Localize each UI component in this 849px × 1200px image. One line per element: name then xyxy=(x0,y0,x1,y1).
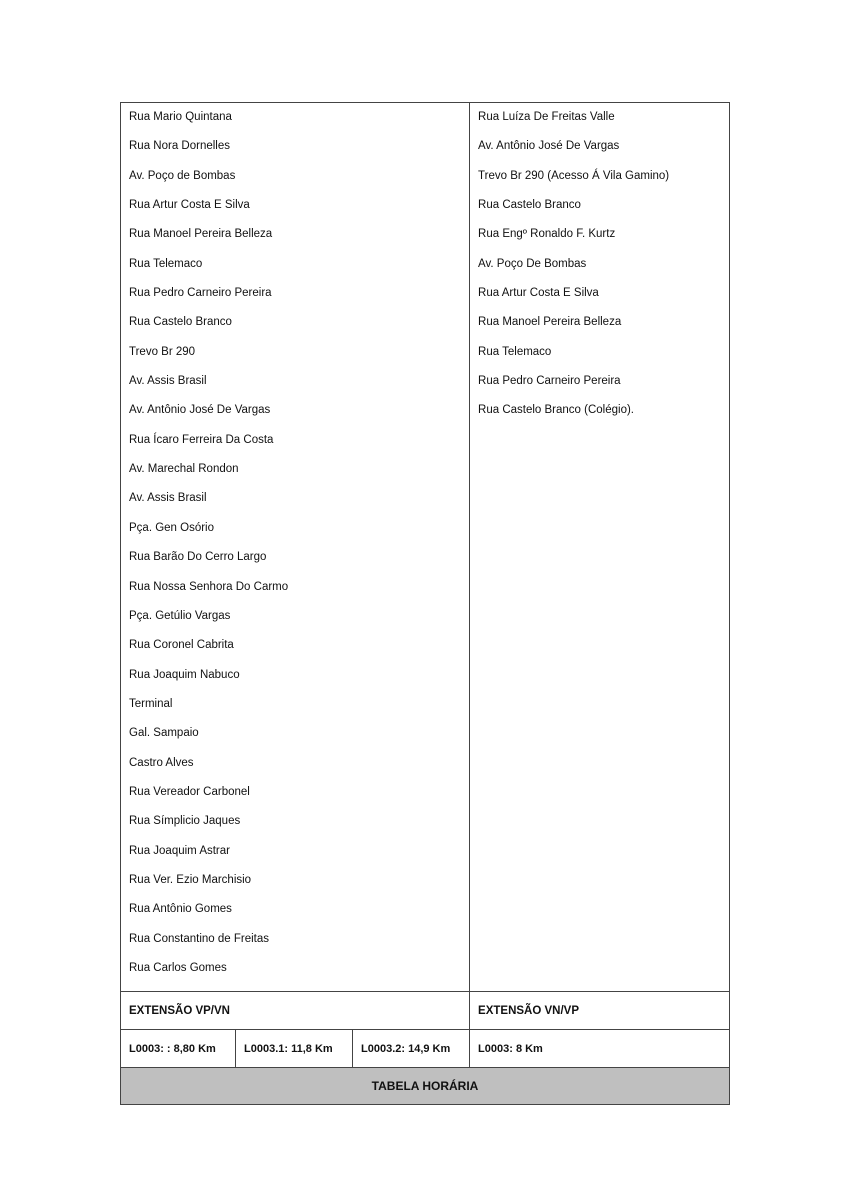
street-list-item: Trevo Br 290 xyxy=(129,345,196,358)
extension-value-l0003-1: L0003.1: 11,8 Km xyxy=(236,1030,353,1068)
extension-vp-vn-header: EXTENSÃO VP/VN xyxy=(121,992,470,1030)
street-list-item: Av. Poço de Bombas xyxy=(129,169,236,182)
street-list-item: Rua Coronel Cabrita xyxy=(129,639,234,652)
street-list-item: Rua Constantino de Freitas xyxy=(129,932,269,945)
street-list-item: Castro Alves xyxy=(129,756,194,769)
street-list-item: Rua Mario Quintana xyxy=(129,111,232,123)
extension-value-l0003: L0003: : 8,80 Km xyxy=(121,1030,236,1068)
tabela-horaria-title: TABELA HORÁRIA xyxy=(121,1068,730,1105)
street-list-item: Rua Telemaco xyxy=(129,257,203,270)
street-list-item: Av. Poço De Bombas xyxy=(478,257,587,270)
street-list-item: Gal. Sampaio xyxy=(129,727,199,740)
street-list-item: Rua Engº Ronaldo F. Kurtz xyxy=(478,228,616,241)
footer-row xyxy=(121,1068,730,1105)
street-list-item: Rua Manoel Pereira Belleza xyxy=(478,316,622,329)
street-list-item: Rua Manoel Pereira Belleza xyxy=(129,228,273,241)
street-list-item: Av. Marechal Rondon xyxy=(129,463,239,476)
route-table xyxy=(120,102,730,1105)
extension-value-vn-vp: L0003: 8 Km xyxy=(470,1030,730,1068)
street-list-item: Rua Castelo Branco xyxy=(478,199,581,212)
street-list-item: Rua Joaquim Nabuco xyxy=(129,668,240,681)
street-list-item: Rua Castelo Branco xyxy=(129,316,232,329)
street-list-item: Rua Carlos Gomes xyxy=(129,961,227,974)
vn-vp-street-list xyxy=(470,103,729,434)
street-list-item: Rua Castelo Branco (Colégio). xyxy=(478,404,634,417)
street-list-item: Terminal xyxy=(129,697,173,710)
street-list-item: Rua Antônio Gomes xyxy=(129,903,232,916)
street-list-item: Trevo Br 290 (Acesso Á Vila Gamino) xyxy=(478,169,670,182)
street-list-item: Rua Ícaro Ferreira Da Costa xyxy=(129,433,274,446)
street-list-item: Rua Barão Do Cerro Largo xyxy=(129,551,267,564)
street-list-item: Av. Assis Brasil xyxy=(129,375,207,388)
extension-value-l0003-2: L0003.2: 14,9 Km xyxy=(353,1030,470,1068)
vp-vn-street-list xyxy=(121,103,469,991)
street-list-item: Pça. Getúlio Vargas xyxy=(129,609,231,622)
street-list-item: Rua Ver. Ezio Marchisio xyxy=(129,873,252,886)
street-list-item: Rua Nora Dornelles xyxy=(129,140,230,153)
street-list-item: Av. Antônio José De Vargas xyxy=(478,140,620,153)
street-list-item: Rua Pedro Carneiro Pereira xyxy=(478,375,621,388)
street-list-item: Rua Artur Costa E Silva xyxy=(478,287,599,300)
street-list-item: Rua Joaquim Astrar xyxy=(129,844,230,857)
street-list-item: Rua Símplicio Jaques xyxy=(129,815,241,828)
street-list-item: Rua Pedro Carneiro Pereira xyxy=(129,287,272,300)
extension-values-row xyxy=(121,1030,730,1068)
extension-header-row xyxy=(121,992,730,1030)
street-list-item: Av. Assis Brasil xyxy=(129,492,207,505)
street-list-item: Rua Nossa Senhora Do Carmo xyxy=(129,580,289,593)
vp-vn-streets-cell xyxy=(121,103,470,992)
street-list-item: Pça. Gen Osório xyxy=(129,521,215,534)
street-list-item: Av. Antônio José De Vargas xyxy=(129,404,271,417)
streets-row xyxy=(121,103,730,992)
extension-vn-vp-header: EXTENSÃO VN/VP xyxy=(470,992,730,1030)
street-list-item: Rua Telemaco xyxy=(478,345,552,358)
vn-vp-streets-cell xyxy=(470,103,730,992)
street-list-item: Rua Vereador Carbonel xyxy=(129,785,250,798)
street-list-item: Rua Artur Costa E Silva xyxy=(129,199,250,212)
street-list-item: Rua Luíza De Freitas Valle xyxy=(478,111,615,123)
